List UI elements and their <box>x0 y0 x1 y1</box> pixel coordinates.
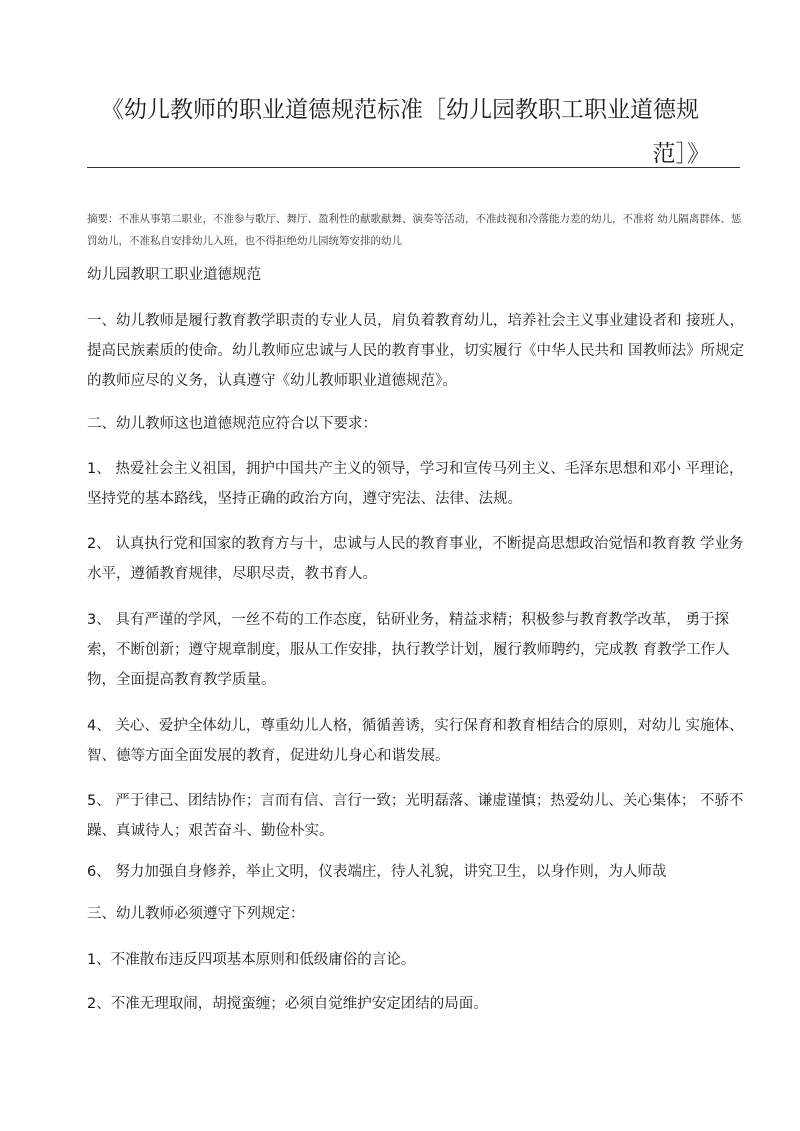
paragraph-1: 一、幼儿教师是履行教育教学职责的专业人员，肩负着教育幼儿，培养社会主义事业建设者和 接班人，提高民族素质的使命。幼儿教师应忠诚与人民的教育事业，切实履行《中华人民共和 国教师法》所规定的教师应尽的义务，认真遵守《幼儿教师职业道德规范》。 <box>87 313 745 389</box>
title-divider <box>87 167 740 168</box>
list-item-3: 3、 具有严谨的学风，一丝不苟的工作态度，钻研业务，精益求精；积极参与教育教学改革， 勇于探索，不断创新；遵守规章制度，服从工作安排，执行教学计划，履行教师聘约，完成教 育教学工作人物，全面提高教育教学质量。 <box>87 612 730 688</box>
title-line-1: 《幼儿教师的职业道德规范标准［幼儿园教职工职业道德规 <box>101 97 699 123</box>
paragraph-3: 三、幼儿教师必须遵守下列规定： <box>87 906 305 922</box>
list-item-4: 4、 关心、爱护全体幼儿，尊重幼儿人格，循循善诱，实行保育和教育相结合的原则，对幼儿 实施体、智、德等方面全面发展的教育，促进幼儿身心和谐发展。 <box>87 718 744 764</box>
rule-item-1: 1、不准散布违反四项基本原则和低级庸俗的言论。 <box>87 952 416 968</box>
list-item-2: 2、 认真执行党和国家的教育方与十，忠诚与人民的教育事业，不断提高思想政治觉悟和教育教 学业务水平，遵循教育规律，尽职尽责，教书育人。 <box>87 536 744 582</box>
list-item-1: 1、 热爱社会主义祖国，拥护中国共产主义的领导，学习和宣传马列主义、毛泽东思想和邓小 平理论，坚持党的基本路线，坚持正确的政治方向，遵守宪法、法律、法规。 <box>87 461 744 507</box>
document-title <box>90 88 710 176</box>
abstract: 摘要：不准从事第二职业，不准参与歌厅、舞厅、盈利性的献歌献舞、演奏等活动，不准歧视和冷落能力差的幼儿，不准将 幼儿隔离群体、惩罚幼儿，不准私自安排幼儿入班，也不得拒绝幼儿园统筹安排的幼儿 <box>87 213 742 247</box>
list-item-6: 6、 努力加强自身修养，举止文明，仪表端庄，待人礼貌，讲究卫生，以身作则，为人师哉 <box>87 864 667 880</box>
paragraph-2: 二、幼儿教师这也道德规范应符合以下要求： <box>87 416 377 432</box>
section-heading: 幼儿园教职工职业道德规范 <box>87 267 261 283</box>
rule-item-2: 2、不准无理取闹，胡搅蛮缠；必须自觉维护安定团结的局面。 <box>87 996 488 1012</box>
list-item-5: 5、 严于律己、团结协作；言而有信、言行一致；光明磊落、谦虚谨慎；热爱幼儿、关心集体； 不骄不躁、真诚待人；艰苦奋斗、勤俭朴实。 <box>87 793 744 839</box>
title-line-2: 范］》 <box>652 141 710 167</box>
